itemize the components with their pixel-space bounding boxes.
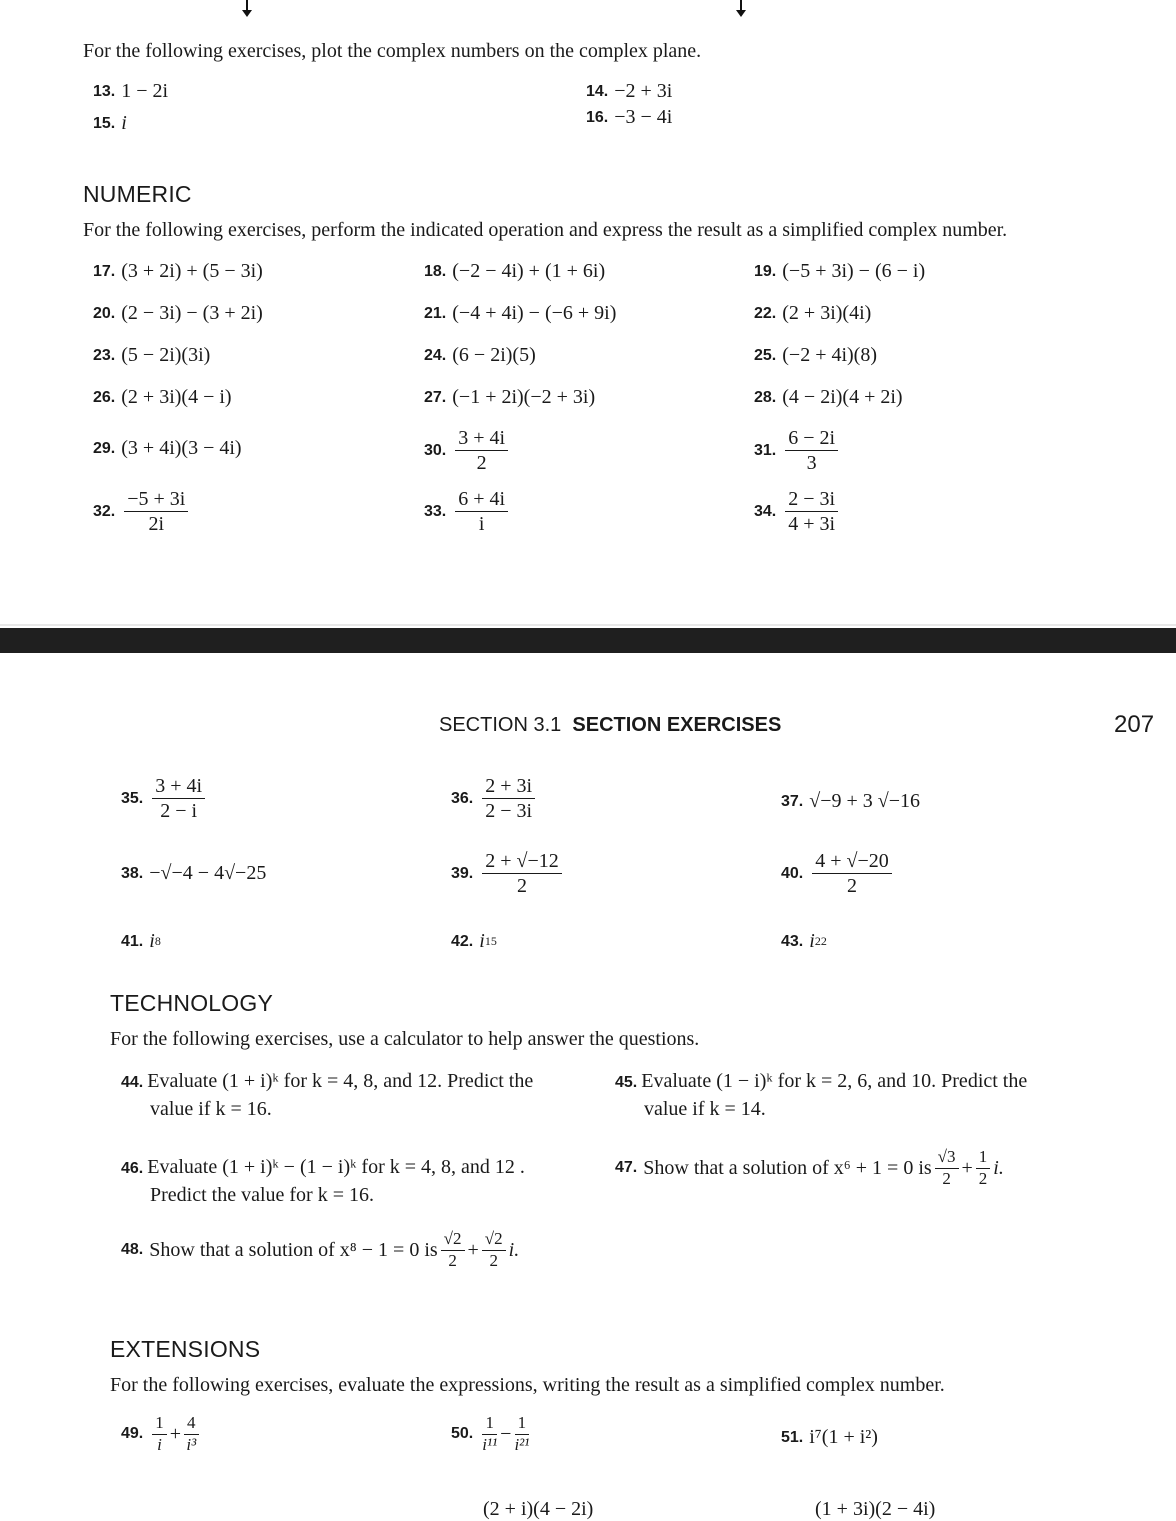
denominator: 2 — [517, 875, 528, 897]
numerator: 6 − 2i — [785, 427, 838, 451]
extensions-heading: EXTENSIONS — [110, 1336, 261, 1362]
exercise-base: i — [809, 930, 815, 952]
exercise-exponent: 15 — [484, 934, 497, 948]
exercise-38 — [121, 862, 266, 885]
exercise-text-line1: Evaluate (1 − i)ᵏ for k = 2, 6, and 10. Predict the — [641, 1070, 1028, 1092]
fraction — [514, 1414, 529, 1454]
technology-heading: TECHNOLOGY — [110, 990, 274, 1016]
down-arrow-icon — [740, 0, 742, 14]
exercise-number: 45. — [615, 1074, 638, 1091]
section-header — [439, 714, 781, 737]
exercise-expression: −2 + 3i — [614, 80, 673, 102]
numerator: 4 + √−20 — [812, 850, 892, 874]
exercise-48 — [121, 1230, 519, 1270]
exercise-expression: (2 − 3i) − (3 + 2i) — [121, 302, 263, 324]
exercise-number: 20. — [93, 304, 116, 322]
denominator: 3 — [806, 452, 817, 474]
exercise-text: Show that a solution of x⁸ − 1 = 0 is — [149, 1238, 438, 1261]
exercise-25 — [754, 344, 877, 367]
exercise-number: 29. — [93, 439, 116, 457]
exercise-43 — [781, 930, 827, 953]
numerator: √2 — [441, 1230, 465, 1251]
exercise-33 — [424, 488, 511, 535]
numerator: 1 — [976, 1148, 991, 1169]
exercise-28 — [754, 386, 903, 409]
exercise-expression: i⁷(1 + i²) — [809, 1426, 878, 1448]
exercise-number: 48. — [121, 1241, 144, 1259]
exercise-expression: (−5 + 3i) − (6 − i) — [782, 260, 926, 282]
denominator: 2 — [847, 875, 858, 897]
numerator: −5 + 3i — [124, 488, 188, 512]
fraction — [482, 1230, 506, 1270]
exercise-24 — [424, 344, 536, 367]
exercise-22 — [754, 302, 871, 325]
exercise-17 — [93, 260, 263, 283]
section-label: SECTION 3.1 — [439, 714, 562, 736]
exercise-26 — [93, 386, 232, 409]
section-title: SECTION EXERCISES — [572, 714, 782, 736]
exercise-40 — [781, 850, 895, 897]
exercise-expression: (−1 + 2i)(−2 + 3i) — [452, 386, 596, 408]
exercise-expression: (−4 + 4i) − (−6 + 9i) — [452, 302, 617, 324]
exercise-number: 14. — [586, 82, 609, 100]
exercise-31 — [754, 427, 841, 474]
fraction — [455, 427, 508, 474]
exercise-23 — [93, 344, 210, 367]
exercise-37 — [781, 790, 920, 813]
numerator: 3 + 4i — [152, 775, 205, 799]
numerator: 1 — [152, 1414, 167, 1435]
numerator: 4 — [184, 1414, 199, 1435]
denominator: 2 — [489, 1250, 498, 1270]
exercise-number: 19. — [754, 262, 777, 280]
numeric-intro: For the following exercises, perform the indicated operation and express the result as a simplified complex number. — [83, 219, 1008, 241]
exercise-exponent: 22 — [814, 934, 827, 948]
numerator: 1 — [515, 1414, 530, 1435]
down-arrow-icon — [246, 0, 248, 14]
exercise-number: 44. — [121, 1074, 144, 1091]
exercise-number: 41. — [121, 932, 144, 950]
exercise-exponent: 8 — [154, 934, 161, 948]
exercise-51 — [781, 1426, 878, 1449]
denominator: 4 + 3i — [788, 513, 836, 535]
operator: + — [169, 1422, 182, 1445]
imaginary-unit: i. — [993, 1156, 1004, 1179]
exercise-42 — [451, 930, 497, 953]
exercise-54-partial: (1 + 3i)(2 − 4i) — [815, 1498, 936, 1520]
exercise-21 — [424, 302, 616, 325]
exercise-29 — [93, 437, 242, 460]
exercise-number: 49. — [121, 1425, 144, 1443]
exercise-base: i — [479, 930, 485, 952]
fraction — [976, 1148, 991, 1188]
exercise-30 — [424, 427, 511, 474]
exercise-15 — [93, 112, 127, 135]
exercise-number: 39. — [451, 864, 474, 882]
exercise-expression: (2 + 3i)(4 − i) — [121, 386, 232, 408]
exercise-expression: √−9 + 3 √−16 — [809, 790, 921, 812]
exercise-number: 15. — [93, 114, 116, 132]
technology-intro: For the following exercises, use a calculator to help answer the questions. — [110, 1028, 700, 1050]
exercise-number: 24. — [424, 346, 447, 364]
fraction — [785, 488, 838, 535]
denominator: 2 − 3i — [485, 800, 533, 822]
denominator: i¹¹ — [482, 1434, 498, 1454]
exercise-text-line2: value if k = 16. — [150, 1098, 272, 1120]
exercise-text-line2: Predict the value for k = 16. — [150, 1184, 374, 1206]
fraction — [785, 427, 838, 474]
denominator: 2 — [476, 452, 487, 474]
exercise-36 — [451, 775, 538, 822]
fraction — [812, 850, 892, 897]
denominator: i — [157, 1434, 162, 1454]
exercise-46 — [121, 1154, 591, 1208]
exercise-27 — [424, 386, 595, 409]
exercise-text-line1: Evaluate (1 + i)ᵏ for k = 4, 8, and 12. Predict the — [147, 1070, 534, 1092]
exercise-number: 51. — [781, 1428, 804, 1446]
fraction — [152, 775, 205, 822]
fraction — [482, 1414, 497, 1454]
exercise-44 — [121, 1068, 581, 1122]
exercise-number: 32. — [93, 502, 116, 520]
numeric-heading: NUMERIC — [83, 181, 192, 207]
exercise-expression: (−2 + 4i)(8) — [782, 344, 878, 366]
fraction — [455, 488, 508, 535]
exercise-number: 25. — [754, 346, 777, 364]
exercise-number: 18. — [424, 262, 447, 280]
exercise-expression: (4 − 2i)(4 + 2i) — [782, 386, 903, 408]
exercise-expression: (2 + 3i)(4i) — [782, 302, 872, 324]
exercise-53-partial: (2 + i)(4 − 2i) — [483, 1498, 594, 1520]
exercise-number: 13. — [93, 82, 116, 100]
exercise-number: 22. — [754, 304, 777, 322]
exercise-expression: −3 − 4i — [614, 106, 673, 128]
exercise-number: 37. — [781, 792, 804, 810]
exercise-number: 27. — [424, 388, 447, 406]
fraction — [482, 850, 562, 897]
exercise-number: 36. — [451, 789, 474, 807]
exercise-expression: 1 − 2i — [121, 80, 169, 102]
exercise-39 — [451, 850, 565, 897]
exercise-number: 38. — [121, 864, 144, 882]
numerator: 6 + 4i — [455, 488, 508, 512]
exercise-number: 47. — [615, 1159, 638, 1177]
numerator: 2 − 3i — [785, 488, 838, 512]
exercise-expression: (−2 − 4i) + (1 + 6i) — [452, 260, 606, 282]
exercise-18 — [424, 260, 605, 283]
exercise-number: 26. — [93, 388, 116, 406]
imaginary-unit: i. — [508, 1238, 520, 1261]
fraction — [441, 1230, 465, 1270]
exercise-number: 42. — [451, 932, 474, 950]
exercise-50 — [451, 1414, 532, 1454]
fraction — [184, 1414, 199, 1454]
exercise-number: 50. — [451, 1425, 474, 1443]
denominator: 2i — [148, 513, 165, 535]
exercise-number: 21. — [424, 304, 447, 322]
fraction — [482, 775, 535, 822]
exercise-number: 33. — [424, 502, 447, 520]
extensions-intro: For the following exercises, evaluate the expressions, writing the result as a simplified complex number. — [110, 1374, 945, 1396]
exercise-number: 40. — [781, 864, 804, 882]
exercise-number: 17. — [93, 262, 116, 280]
denominator: i³ — [186, 1434, 197, 1454]
denominator: 2 − i — [160, 800, 198, 822]
denominator: 2 — [978, 1168, 988, 1188]
exercise-34 — [754, 488, 841, 535]
exercise-number: 23. — [93, 346, 116, 364]
exercise-49 — [121, 1414, 202, 1454]
exercise-45 — [615, 1068, 1085, 1122]
exercise-19 — [754, 260, 925, 283]
exercise-text-line2: value if k = 14. — [644, 1098, 766, 1120]
numerator: 3 + 4i — [455, 427, 508, 451]
exercise-20 — [93, 302, 263, 325]
exercise-14 — [586, 80, 672, 103]
exercise-expression: (6 − 2i)(5) — [452, 344, 536, 366]
fraction — [935, 1148, 959, 1188]
exercise-text-line1: Evaluate (1 + i)ᵏ − (1 − i)ᵏ for k = 4, 8, and 12 . — [147, 1156, 525, 1178]
denominator: 2 — [448, 1250, 457, 1270]
numerator: 2 + √−12 — [482, 850, 562, 874]
plot-intro: For the following exercises, plot the complex numbers on the complex plane. — [83, 40, 702, 62]
exercise-number: 35. — [121, 789, 144, 807]
exercise-expression: (5 − 2i)(3i) — [121, 344, 211, 366]
exercise-number: 31. — [754, 441, 777, 459]
exercise-number: 43. — [781, 932, 804, 950]
denominator: i²¹ — [514, 1434, 530, 1454]
plus-sign: + — [467, 1238, 479, 1261]
exercise-number: 46. — [121, 1160, 144, 1177]
exercise-13 — [93, 80, 168, 103]
exercise-number: 34. — [754, 502, 777, 520]
operator: − — [500, 1422, 512, 1445]
exercise-16 — [586, 106, 672, 129]
exercise-expression: (3 + 2i) + (5 − 3i) — [121, 260, 263, 282]
fraction — [124, 488, 188, 535]
exercise-35 — [121, 775, 208, 822]
denominator: 2 — [942, 1168, 951, 1188]
exercise-expression: i — [121, 112, 127, 134]
exercise-number: 30. — [424, 441, 447, 459]
exercise-base: i — [149, 930, 155, 952]
denominator: i — [478, 513, 485, 535]
exercise-text: Show that a solution of x⁶ + 1 = 0 is — [643, 1156, 932, 1179]
numerator: √2 — [482, 1230, 506, 1251]
page-number: 207 — [1114, 711, 1155, 738]
exercise-number: 16. — [586, 108, 609, 126]
page-edge — [0, 624, 1176, 626]
exercise-41 — [121, 930, 161, 953]
exercise-47 — [615, 1148, 1004, 1188]
numerator: 2 + 3i — [482, 775, 535, 799]
exercise-number: 28. — [754, 388, 777, 406]
fraction — [152, 1414, 167, 1454]
page-divider — [0, 628, 1176, 653]
exercise-expression: −√−4 − 4√−25 — [149, 862, 267, 884]
numerator: √3 — [935, 1148, 959, 1169]
exercise-32 — [93, 488, 191, 535]
exercise-expression: (3 + 4i)(3 − 4i) — [121, 437, 242, 459]
plus-sign: + — [961, 1156, 973, 1179]
numerator: 1 — [482, 1414, 497, 1435]
